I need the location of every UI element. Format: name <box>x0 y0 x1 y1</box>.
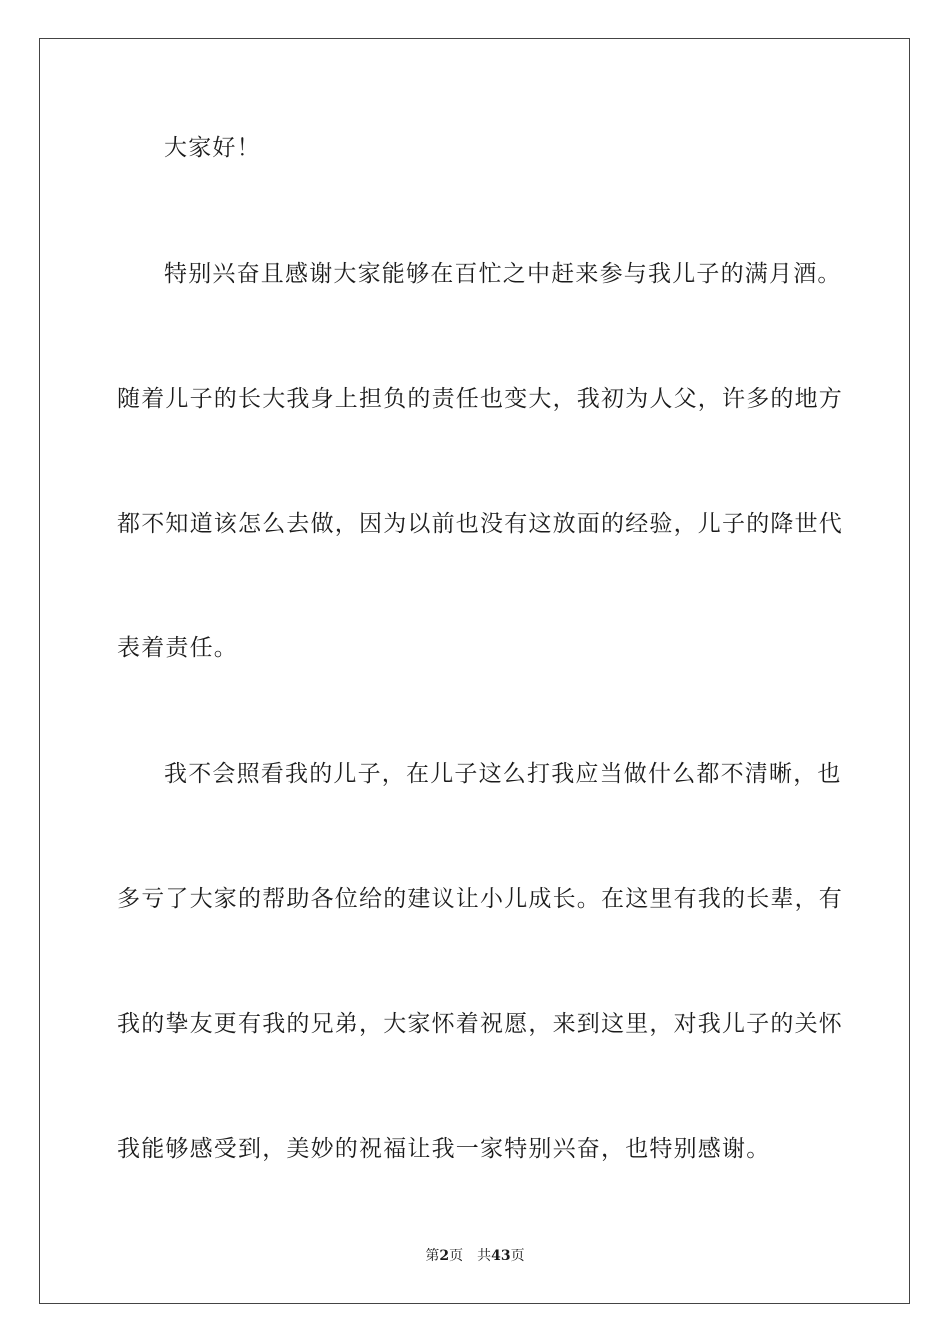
page-number: 2 <box>439 1248 450 1264</box>
page-footer <box>0 1246 950 1266</box>
page-suffix: 页 <box>449 1248 464 1264</box>
paragraph-1-line-1: 特别兴奋且感谢大家能够在百忙之中赶来参与我儿子的满月酒。 <box>164 261 842 287</box>
paragraph-3-line-3: 我的挚友更有我的兄弟，大家怀着祝愿，来到这里，对我儿子的关怀 <box>117 1011 843 1037</box>
total-prefix: 共 <box>477 1248 492 1264</box>
page-border <box>39 38 910 1304</box>
paragraph-2-line-3: 表着责任。 <box>117 635 238 661</box>
total-suffix: 页 <box>510 1248 525 1264</box>
greeting-line: 大家好！ <box>164 135 261 161</box>
paragraph-3-line-2: 多亏了大家的帮助各位给的建议让小儿成长。在这里有我的长辈，有 <box>117 886 843 912</box>
paragraph-2-line-2: 都不知道该怎么去做，因为以前也没有这放面的经验，儿子的降世代 <box>117 511 843 537</box>
paragraph-3-line-4: 我能够感受到，美妙的祝福让我一家特别兴奋，也特别感谢。 <box>117 1136 771 1162</box>
paragraph-2-line-1: 随着儿子的长大我身上担负的责任也变大，我初为人父，许多的地方 <box>117 386 843 412</box>
total-pages: 43 <box>491 1248 511 1264</box>
page-prefix: 第 <box>425 1248 440 1264</box>
paragraph-3-line-1: 我不会照看我的儿子，在儿子这么打我应当做什么都不清晰，也 <box>164 761 842 787</box>
